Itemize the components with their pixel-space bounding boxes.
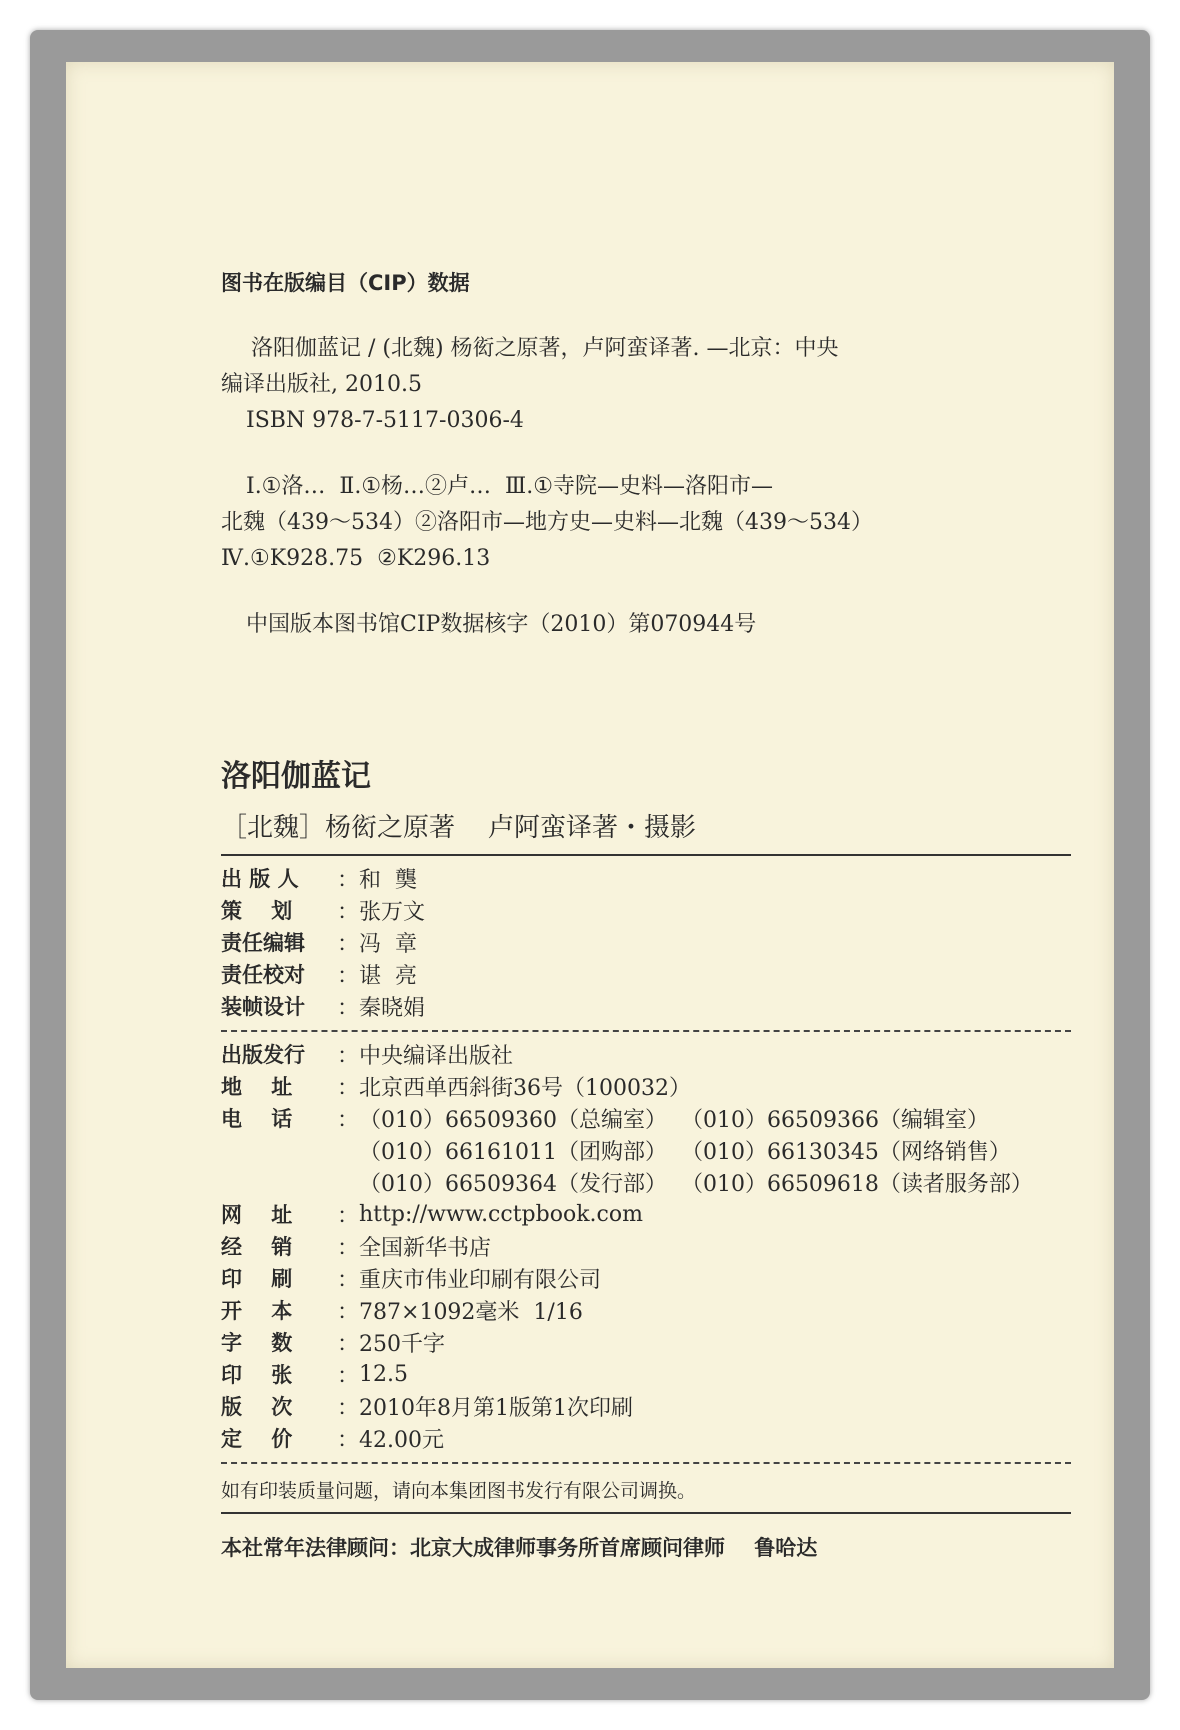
- spec-row: 开 本 ： 787×1092毫米 1/16: [221, 1294, 1071, 1326]
- spec-value: 全国新华书店: [359, 1235, 492, 1261]
- divider: [221, 1512, 1071, 1514]
- credits-list: [221, 862, 1071, 1022]
- spec-row: 印 张 ： 12.5: [221, 1358, 1071, 1390]
- cip-subject-line: 北魏（439～534）②洛阳市—地方史—史料—北魏（439～534）: [221, 510, 873, 535]
- spec-row: 版 次 ： 2010年8月第1版第1次印刷: [221, 1390, 1071, 1422]
- dashed-divider: [221, 1462, 1071, 1464]
- spec-value: 重庆市伟业印刷有限公司: [359, 1267, 602, 1293]
- spec-row: 定 价 ： 42.00元: [221, 1422, 1071, 1454]
- page-content: [221, 267, 1071, 1562]
- phone-row: [221, 1166, 1071, 1198]
- spec-row: 印 刷 ： 重庆市伟业印刷有限公司: [221, 1262, 1071, 1294]
- credit-value: 秦晓娟: [359, 995, 426, 1021]
- phone-row: 电 话 ： （010）66509360（总编室） （010）66509366（编辑室）: [221, 1102, 1071, 1134]
- spec-label: 开 本: [221, 1299, 293, 1323]
- spec-label: 定 价: [221, 1427, 293, 1451]
- phone-value: （010）66161011（团购部） （010）66130345（网络销售）: [359, 1139, 1011, 1165]
- publisher-name: 中央编译出版社: [359, 1043, 514, 1069]
- address-row: 地 址 ： 北京西单西斜街36号（100032）: [221, 1070, 1071, 1102]
- credit-label: 策 划: [221, 899, 293, 923]
- cip-isbn: ISBN 978-7-5117-0306-4: [246, 408, 524, 433]
- cip-entry-line: 洛阳伽蓝记 / (北魏) 杨衒之原著，卢阿蛮译著. —北京：中央: [251, 336, 839, 361]
- specs-list: [221, 1230, 1071, 1454]
- copyright-page: [66, 62, 1114, 1668]
- cip-subject-line: Ⅰ.①洛… Ⅱ.①杨…②卢… Ⅲ.①寺院—史料—洛阳市—: [246, 474, 773, 499]
- book-authors: ［北魏］杨衒之原著 卢阿蛮译著・摄影: [221, 813, 697, 843]
- spec-row: 字 数 ： 250千字: [221, 1326, 1071, 1358]
- spec-label: 印 张: [221, 1363, 293, 1387]
- book-title: 洛阳伽蓝记: [221, 759, 371, 794]
- address-value: 北京西单西斜街36号（100032）: [359, 1075, 691, 1101]
- cip-record-number: 中国版本图书馆CIP数据核字（2010）第070944号: [246, 612, 757, 637]
- phone-value: （010）66509364（发行部） （010）66509618（读者服务部）: [359, 1171, 1033, 1197]
- spec-label: 版 次: [221, 1395, 293, 1419]
- dashed-divider: [221, 1030, 1071, 1032]
- credit-value: 谌 亮: [359, 963, 418, 989]
- credit-value: 张万文: [359, 899, 426, 925]
- credit-label: 责任编辑: [221, 931, 305, 955]
- spec-row: 经 销 ： 全国新华书店: [221, 1230, 1071, 1262]
- photo-frame: [30, 30, 1150, 1700]
- credit-row: 装帧设计 ： 秦晓娟: [221, 990, 1071, 1022]
- cip-heading: 图书在版编目（CIP）数据: [221, 271, 470, 295]
- spec-label: 经 销: [221, 1235, 293, 1259]
- publishing-info: [221, 1038, 1071, 1230]
- spec-label: 字 数: [221, 1331, 293, 1355]
- cip-entry-line: 编译出版社, 2010.5: [221, 372, 422, 397]
- credit-value: 冯 章: [359, 931, 418, 957]
- website-row: 网 址 ： http://www.cctpbook.com: [221, 1201, 643, 1229]
- credit-row: 策 划 ： 张万文: [221, 894, 1071, 926]
- credit-row: 责任校对 ： 谌 亮: [221, 958, 1071, 990]
- divider: [221, 854, 1071, 856]
- cip-subject-line: Ⅳ.①K928.75 ②K296.13: [221, 546, 491, 571]
- spec-label: 印 刷: [221, 1267, 293, 1291]
- credit-label: 责任校对: [221, 963, 305, 987]
- credit-value: 和 龑: [359, 867, 418, 893]
- spec-value: 42.00元: [359, 1427, 444, 1453]
- website-link[interactable]: http://www.cctpbook.com: [359, 1201, 643, 1227]
- legal-counsel: 本社常年法律顾问：北京大成律师事务所首席顾问律师 鲁哈达: [221, 1536, 818, 1560]
- credit-row: 出 版 人 ： 和 龑: [221, 862, 1071, 894]
- credit-label: 出 版 人: [221, 867, 299, 891]
- quality-notice: 如有印装质量问题，请向本集团图书发行有限公司调换。: [221, 1480, 697, 1502]
- spec-value: 12.5: [359, 1361, 408, 1387]
- publisher-row: 出版发行 ： 中央编译出版社: [221, 1038, 1071, 1070]
- spec-value: 250千字: [359, 1331, 446, 1357]
- phone-row: [221, 1134, 1071, 1166]
- spec-value: 2010年8月第1版第1次印刷: [359, 1395, 633, 1421]
- credit-row: 责任编辑 ： 冯 章: [221, 926, 1071, 958]
- credit-label: 装帧设计: [221, 995, 305, 1019]
- spec-value: 787×1092毫米 1/16: [359, 1299, 583, 1325]
- phone-value: （010）66509360（总编室） （010）66509366（编辑室）: [359, 1107, 989, 1133]
